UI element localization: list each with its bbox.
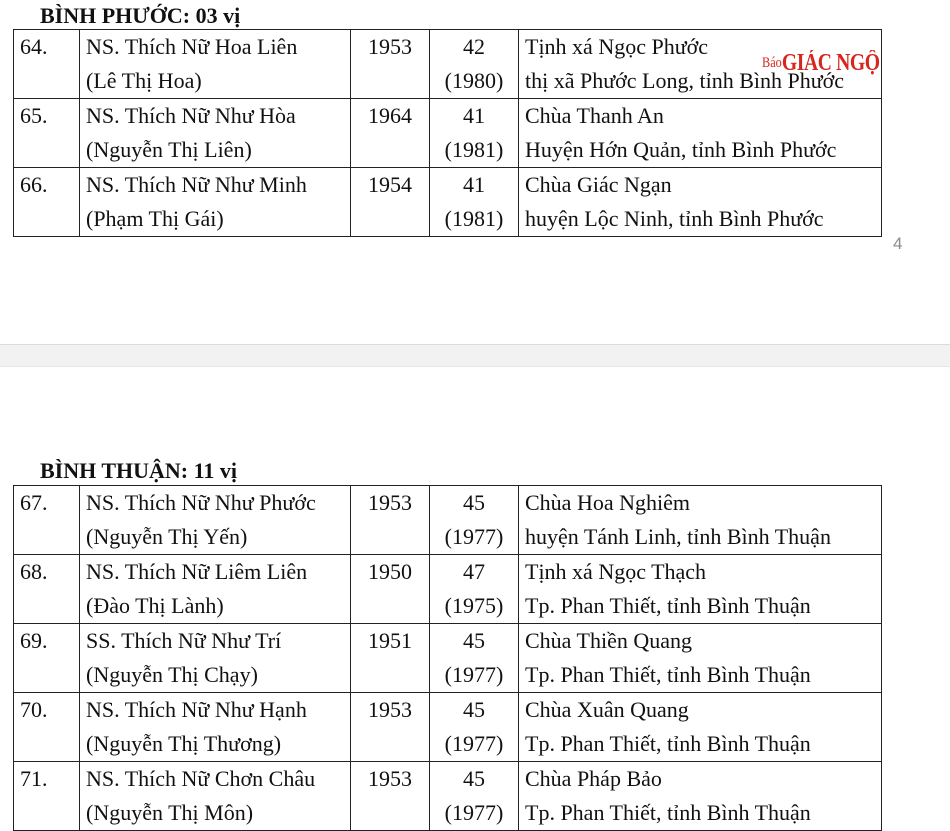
cell-address-text: Chùa Thiền Quang	[525, 628, 693, 653]
cell-ordination-age-text: (1981)	[444, 206, 504, 231]
cell-birth-year	[351, 762, 430, 831]
cell-number	[14, 762, 80, 831]
roster-body	[14, 486, 882, 831]
cell-name	[80, 168, 351, 237]
cell-name-text: (Đào Thị Lành)	[86, 593, 224, 618]
cell-birth-year-text: 1964	[368, 103, 412, 128]
cell-name-text: NS. Thích Nữ Liêm Liên	[86, 559, 308, 584]
cell-number-text: 70.	[20, 697, 48, 722]
table-row	[14, 30, 882, 99]
cell-ordination-age-text: (1980)	[444, 68, 504, 93]
cell-name	[80, 99, 351, 168]
cell-address-text: huyện Lộc Ninh, tỉnh Bình Phước	[525, 206, 824, 231]
cell-ordination-age-text: 41	[463, 172, 485, 197]
cell-address-text: Tp. Phan Thiết, tỉnh Bình Thuận	[525, 593, 811, 618]
cell-address-text: Chùa Giác Ngạn	[525, 172, 672, 197]
cell-ordination-age-text: 45	[463, 697, 485, 722]
cell-address	[519, 693, 882, 762]
cell-address	[519, 99, 882, 168]
table-row	[14, 624, 882, 693]
cell-ordination-age-text: 45	[463, 766, 485, 791]
cell-ordination-age	[430, 486, 519, 555]
newspaper-watermark-logo	[762, 50, 880, 77]
cell-address-text: Huyện Hớn Quản, tỉnh Bình Phước	[525, 137, 837, 162]
cell-birth-year-text: 1954	[368, 172, 412, 197]
cell-name-text: NS. Thích Nữ Như Hòa	[86, 103, 296, 128]
cell-ordination-age-text: 42	[463, 34, 485, 59]
cell-name	[80, 30, 351, 99]
page-break-divider	[0, 344, 950, 367]
cell-name-text: (Nguyễn Thị Môn)	[86, 800, 254, 825]
cell-birth-year	[351, 30, 430, 99]
cell-number	[14, 693, 80, 762]
roster-body	[14, 30, 882, 237]
cell-name-text: NS. Thích Nữ Như Phước	[86, 490, 316, 515]
cell-number-text: 66.	[20, 172, 48, 197]
cell-number-text: 68.	[20, 559, 48, 584]
roster-table-binh-phuoc	[13, 29, 882, 237]
cell-address-text: Chùa Hoa Nghiêm	[525, 490, 690, 515]
cell-address	[519, 762, 882, 831]
cell-number	[14, 555, 80, 624]
cell-birth-year-text: 1951	[368, 628, 412, 653]
section-title-binh-phuoc: BÌNH PHƯỚC: 03 vị	[40, 3, 241, 28]
cell-ordination-age	[430, 693, 519, 762]
cell-address-text: Chùa Pháp Bảo	[525, 766, 662, 791]
cell-birth-year	[351, 624, 430, 693]
cell-birth-year-text: 1953	[368, 766, 412, 791]
cell-address-text: Chùa Xuân Quang	[525, 697, 689, 722]
cell-address	[519, 624, 882, 693]
cell-ordination-age-text: 45	[463, 628, 485, 653]
cell-ordination-age	[430, 30, 519, 99]
cell-birth-year	[351, 486, 430, 555]
cell-name-text: NS. Thích Nữ Như Minh	[86, 172, 307, 197]
cell-ordination-age-text: 45	[463, 490, 485, 515]
cell-address-text: thị xã Phước Long, tỉnh Bình Phước	[525, 68, 845, 93]
cell-number-text: 71.	[20, 766, 48, 791]
cell-address-text: Tp. Phan Thiết, tỉnh Bình Thuận	[525, 662, 811, 687]
page-number: 4	[893, 234, 903, 253]
cell-birth-year	[351, 693, 430, 762]
table-row	[14, 762, 882, 831]
cell-name-text: (Nguyễn Thị Chạy)	[86, 662, 258, 687]
cell-address-text: Chùa Thanh An	[525, 103, 664, 128]
cell-address-text: huyện Tánh Linh, tỉnh Bình Thuận	[525, 524, 831, 549]
cell-number-text: 64.	[20, 34, 48, 59]
cell-address-text: Tịnh xá Ngọc Thạch	[525, 559, 707, 584]
cell-ordination-age-text: (1977)	[444, 524, 504, 549]
cell-birth-year	[351, 99, 430, 168]
cell-address	[519, 168, 882, 237]
cell-ordination-age-text: 47	[463, 559, 485, 584]
cell-ordination-age	[430, 624, 519, 693]
cell-ordination-age-text: (1977)	[444, 731, 504, 756]
table-row	[14, 693, 882, 762]
table-row	[14, 486, 882, 555]
cell-number	[14, 168, 80, 237]
cell-birth-year-text: 1950	[368, 559, 412, 584]
cell-number	[14, 624, 80, 693]
cell-name-text: NS. Thích Nữ Hoa Liên	[86, 34, 298, 59]
cell-name-text: (Nguyễn Thị Liên)	[86, 137, 252, 162]
cell-number	[14, 486, 80, 555]
section-title-binh-thuan: BÌNH THUẬN: 11 vị	[40, 458, 238, 483]
cell-name-text: (Phạm Thị Gái)	[86, 206, 224, 231]
cell-name	[80, 693, 351, 762]
cell-name-text: (Lê Thị Hoa)	[86, 68, 202, 93]
cell-ordination-age-text: 41	[463, 103, 485, 128]
cell-name	[80, 555, 351, 624]
cell-ordination-age	[430, 555, 519, 624]
cell-name-text: NS. Thích Nữ Như Hạnh	[86, 697, 307, 722]
cell-ordination-age	[430, 99, 519, 168]
cell-birth-year	[351, 555, 430, 624]
cell-number	[14, 30, 80, 99]
table-row	[14, 168, 882, 237]
cell-name-text: (Nguyễn Thị Yến)	[86, 524, 248, 549]
cell-name-text: NS. Thích Nữ Chơn Châu	[86, 766, 316, 791]
roster-table-binh-thuan	[13, 485, 882, 831]
cell-ordination-age-text: (1977)	[444, 662, 504, 687]
cell-name-text: (Nguyễn Thị Thương)	[86, 731, 282, 756]
cell-birth-year-text: 1953	[368, 490, 412, 515]
cell-ordination-age	[430, 168, 519, 237]
cell-birth-year	[351, 168, 430, 237]
table-row	[14, 99, 882, 168]
watermark-small-text: Báo	[762, 55, 782, 71]
cell-address	[519, 555, 882, 624]
cell-address-text: Tịnh xá Ngọc Phước	[525, 34, 709, 59]
cell-name	[80, 486, 351, 555]
cell-number	[14, 99, 80, 168]
table-row	[14, 555, 882, 624]
cell-address-text: Tp. Phan Thiết, tỉnh Bình Thuận	[525, 731, 811, 756]
cell-number-text: 65.	[20, 103, 48, 128]
cell-birth-year-text: 1953	[368, 697, 412, 722]
watermark-big-text: GIÁC NGỘ	[781, 50, 880, 76]
cell-birth-year-text: 1953	[368, 34, 412, 59]
cell-ordination-age	[430, 762, 519, 831]
cell-name	[80, 624, 351, 693]
cell-address-text: Tp. Phan Thiết, tỉnh Bình Thuận	[525, 800, 811, 825]
cell-name	[80, 762, 351, 831]
cell-ordination-age-text: (1981)	[444, 137, 504, 162]
cell-ordination-age-text: (1975)	[444, 593, 504, 618]
cell-number-text: 69.	[20, 628, 48, 653]
cell-number-text: 67.	[20, 490, 48, 515]
cell-name-text: SS. Thích Nữ Như Trí	[86, 628, 282, 653]
cell-address	[519, 486, 882, 555]
cell-ordination-age-text: (1977)	[444, 800, 504, 825]
